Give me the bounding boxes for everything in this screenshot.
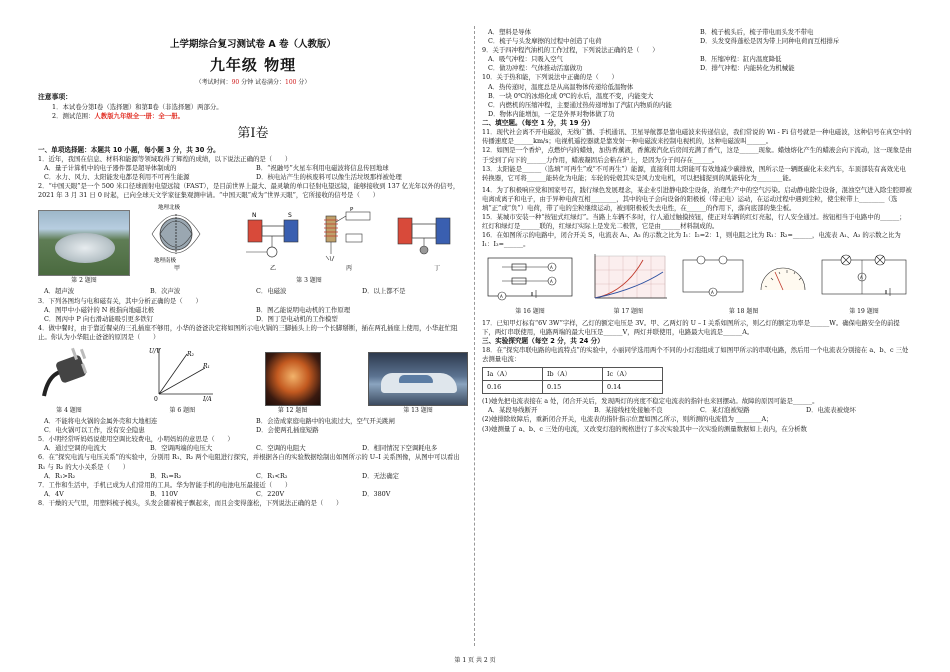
question-6-stem: 6．在“探究电流与电压关系”的实验中，分别用 R₁、R₂ 两个电阻进行探究，并根据各自的实验数据绘制出如图所示的 U–I 关系图像，从图中可以看出 R₁ 与 R₂ 的大小关系是（ ） <box>38 453 460 471</box>
svg-text:A: A <box>550 278 553 284</box>
q4-option-c[interactable]: C．电火锅可以工作，没有安全隐患 <box>44 426 145 435</box>
q2-option-c[interactable]: C．电磁波 <box>256 287 287 296</box>
section-three-heading: 三、实验探究题（每空 2 分，共 24 分） <box>482 336 604 345</box>
q8-option-c[interactable]: C．梳子与头发摩擦的过程中创造了电荷 <box>488 37 602 46</box>
table-header-ic: Ic（A） <box>603 368 663 381</box>
question-17: 17．已知甲灯标有“6V 3W”字样，乙灯的额定电压是 3V。甲、乙两灯的 U – I 关系如图所示，则乙灯的额定功率是______W。确保电路安全的前提下，两灯串联使用，电路两端的最大电压是______V，两灯并联使用，电路最大电流是______A。 <box>482 318 900 336</box>
exam-time-label: （考试时间： <box>195 78 232 86</box>
question-4-options <box>38 417 468 435</box>
q18-part-1: (1)她先把电流表接在 a 处，闭合开关后，发现两灯的亮度不稳定电流表的指针也来回摆动。故障的原因可能是______。 <box>482 397 819 406</box>
axis-i-label: I/A <box>203 396 213 402</box>
fig3-jia-label: 甲 <box>174 265 181 273</box>
q6-option-a[interactable]: A．R₁>R₂ <box>44 471 76 480</box>
figure-2 <box>38 210 130 286</box>
circuit-16 <box>482 252 578 304</box>
column-divider <box>474 26 475 646</box>
q10-option-b[interactable]: B．一块 0℃的冰熔化成 0℃的水后，温度不变，内能变大 <box>488 91 654 100</box>
table-cell-ia: 0.16 <box>483 381 543 394</box>
note-item-1: 1．本试卷分第Ⅰ卷（选择题）和第Ⅱ卷（非选择题）两部分。 <box>52 102 223 111</box>
q3-option-b[interactable]: B．图乙能说明电动机的工作原理 <box>256 305 351 314</box>
section-two-heading: 二、填空题。（每空 1 分，共 19 分） <box>482 118 594 127</box>
geo-north-label: 地理北极 <box>158 205 181 212</box>
question-1-stem: 1．近年，我国在信息、材料和能源等领域取得了辉煌的成绩，以下说法正确的是（ ） <box>38 154 292 163</box>
question-1-options <box>38 164 468 182</box>
question-2-stem: 2．“中国天眼”是一个 500 米口径球面射电望远镜（FAST），是目前世界上最大、最灵敏的单口径射电望远镜，能够接收到 137 亿光年以外的信号，2021 年 3 月 31 日 0 时起，已向全球天文学家征集观测申请。“中国天眼”成为“世界天眼”，它所接收的信号是（ ） <box>38 182 460 200</box>
table-cell-ic: 0.14 <box>603 381 663 394</box>
figure-row-2 <box>38 344 468 415</box>
figure-17 <box>585 252 671 317</box>
figure-13 <box>368 352 468 416</box>
circuit-18 <box>679 252 809 304</box>
table-cell-ib: 0.15 <box>543 381 603 394</box>
q3-option-c[interactable]: C．图丙中 P 向右滑动能吸引更多铁钉 <box>44 314 154 323</box>
question-10-stem: 10．关于热和能，下列说法中正确的是（ ） <box>482 73 618 82</box>
geo-south-label: 地理南极 <box>154 258 177 265</box>
note-item-2-prefix: 2．测试范围： <box>52 112 95 121</box>
question-2-options <box>38 287 468 296</box>
figure-16 <box>482 252 578 317</box>
question-15: 15．某城市安装一种“按钮式红绿灯”。当路上车辆不多时，行人通过触摸按钮，使正对车辆的红灯亮起，行人安全通过。按钮相当于电路中的______；红灯和绿灯是______联的，红绿灯实际上是发光二极管，它是由______材料制成的。 <box>482 213 906 231</box>
question-5-stem: 5．小明经常听妈妈说使用空调比较费电，小明妈妈的意思是（ ） <box>38 435 234 444</box>
q10-option-d[interactable]: D．物体内能增加，一定是外界对物体做了功 <box>488 109 615 118</box>
question-13: 13．太阳能是______（选填“可再生”或“不可再生”）能源，直接利用太阳能可有效地减少碳排放，图所示是一辆既碳化未来汽车，车顶部装有高效光电转换器，它可将______能转化为电能；车轮的轮毂其实是风力发电机，可以把捕捉到的风能转化为________能。 <box>482 164 906 182</box>
q7-option-a[interactable]: A．4V <box>44 489 64 498</box>
exam-score-unit: 分） <box>296 78 311 86</box>
u-i-graph <box>147 344 217 402</box>
question-7-stem: 7．工作和生活中，手机已成为人们常用的工具。华为智能手机的电池电压最接近（ ） <box>38 480 292 489</box>
q8-option-b[interactable]: B．梳子梳头后，梳子带电而头发不带电 <box>700 28 814 36</box>
q1-option-c[interactable]: C．水力、风力、太阳能发电都是利用不可再生能源 <box>44 173 190 182</box>
q1-option-d[interactable]: D．核电站产生的核废料可以像生活垃圾那样被处理 <box>256 173 402 182</box>
q5-option-c[interactable]: C．空调的电阻大 <box>256 444 306 453</box>
figure-3-diagrams <box>150 202 468 272</box>
question-6-options <box>38 472 468 481</box>
svg-text:N: N <box>252 212 257 220</box>
question-14: 14．为了积极响应党和国家号召，践行绿色发展理念，某企业引进静电除尘设备，治理生产中的空气污染。启动静电除尘设备，混浊空气进入除尘腔即被电离成离子和电子，由于异种电荷互相________，其中的电子会向设备的阳极板（带正电）运动，在运动过程中遇到尘粒，使尘粒带上________（选填“正”或“负”）电荷，带了电的尘粒继续运动，被到阳极板失去电性，在______的作用下，落向底部的集尘板。 <box>482 185 912 213</box>
plug-image <box>38 346 100 402</box>
fig3-yi-label: 乙 <box>270 265 277 273</box>
figure-16-caption: 第 16 题图 <box>515 308 545 316</box>
solar-car-photo <box>368 352 468 406</box>
q18-part-2: (2)她排除故障后，重新闭合开关，电流表的指针指示位置如图乙所示，则所测的电流值为 ________A； <box>482 415 773 424</box>
figure-2-caption: 第 2 题图 <box>71 276 97 284</box>
q18-part-3: (3)她测量了 a、b、c 三处的电流，又改变灯泡的规格进行了多次实验其中一次实验的测量数据如上表内，在分析数 <box>482 424 807 433</box>
q18-option-d[interactable]: D．电流表被烧坏 <box>806 406 856 415</box>
svg-text:A: A <box>500 293 503 299</box>
current-data-table <box>482 367 663 394</box>
q4-option-d[interactable]: D．会使两孔插座短路 <box>256 426 319 435</box>
figure-6 <box>147 344 217 415</box>
table-header-row <box>483 368 663 381</box>
fig3-ding-label: 丁 <box>434 265 441 273</box>
svg-text:A: A <box>859 274 863 280</box>
q8-option-a[interactable]: A．塑料是导体 <box>488 28 531 36</box>
table-header-ia: Ia（A） <box>483 368 543 381</box>
q18-option-b[interactable]: B．某接线柱处接触不良 <box>594 406 663 415</box>
q9-option-c[interactable]: C．做功冲程：气体推动活塞做功 <box>488 64 583 73</box>
q10-option-c[interactable]: C．内燃机的压缩冲程，主要通过热传递增加了汽缸内物质的内能 <box>488 100 672 109</box>
figure-4-caption: 第 4 题图 <box>56 406 82 414</box>
q2-option-b[interactable]: B．次声波 <box>150 287 181 296</box>
q5-option-a[interactable]: A．通过空调的电流大 <box>44 444 107 453</box>
q3-option-a[interactable]: A．图甲中小磁针的 N 极指向地磁北极 <box>44 305 155 314</box>
page-number: 第 1 页 共 2 页 <box>454 657 496 665</box>
question-8-stem: 8．干燥的天气里，用塑料梳子梳头，头发会随着梳子飘起来，而且会变得蓬松，下列说法正确的是（ ） <box>38 498 343 507</box>
exam-time-unit: 分钟 试卷满分： <box>239 78 286 86</box>
figure-6-caption: 第 6 题图 <box>169 406 196 414</box>
note-item-2-scope: 人教版九年级全一册：全一册。 <box>94 112 184 121</box>
telescope-photo <box>38 210 130 276</box>
svg-text:S: S <box>288 212 292 220</box>
figure-4 <box>38 346 100 415</box>
q1-option-a[interactable]: A．量子计算机中的电子器件都是超导体制成的 <box>44 164 177 173</box>
question-3-options <box>38 306 468 324</box>
q9-option-a[interactable]: A．吸气冲程：只吸入空气 <box>488 55 563 64</box>
q4-option-a[interactable]: A．不能将电火锅的金属外壳和大地相连 <box>44 417 158 426</box>
left-column <box>38 30 468 508</box>
q7-option-d[interactable]: D．380V <box>362 489 391 498</box>
question-8-options <box>482 28 912 46</box>
exam-subtitle: 九年级 物理 <box>209 56 297 75</box>
u-i-graph-17 <box>585 252 671 304</box>
q5-option-d[interactable]: D．相同情况下空调耗电多 <box>362 444 438 453</box>
figure-row-3 <box>482 252 912 317</box>
figure-12-caption: 第 12 题图 <box>277 406 308 414</box>
axis-u-label: U/V <box>149 348 161 355</box>
exam-title: 上学期综合复习测试卷 A 卷（人教版） <box>170 39 336 50</box>
figure-17-caption: 第 17 题图 <box>613 308 644 316</box>
question-7-options <box>38 490 468 499</box>
figure-18 <box>679 252 809 317</box>
q18-option-a[interactable]: A．某段导线断开 <box>488 406 538 415</box>
q6-option-d[interactable]: D．无法确定 <box>362 471 400 480</box>
table-header-ib: Ib（A） <box>543 368 603 381</box>
figure-3 <box>150 202 468 285</box>
r2-label: R₂ <box>187 351 195 358</box>
question-9-stem: 9．关于四冲程汽油机的工作过程，下列说法正确的是（ ） <box>482 46 659 55</box>
circuit-19 <box>816 252 912 304</box>
q9-option-d[interactable]: D．排气冲程：内能转化为机械能 <box>700 64 795 73</box>
q3-option-d[interactable]: D．图丁是电动机的工作模型 <box>256 314 338 323</box>
figure-3-caption: 第 3 题图 <box>296 276 322 284</box>
incense-burner-photo <box>265 352 321 406</box>
svg-text:A: A <box>550 264 553 270</box>
q6-option-b[interactable]: B．R₁=R₂ <box>150 471 182 480</box>
figure-18-caption: 第 18 题图 <box>728 308 759 316</box>
q10-option-a[interactable]: A．热传递时，温度总是从高温物体传递给低温物体 <box>488 82 634 91</box>
part-one-heading: 第Ⅰ卷 <box>237 126 269 142</box>
q7-option-c[interactable]: C．220V <box>256 489 285 498</box>
q1-option-b[interactable]: B．“祝融号”火星车利用电磁波将信息传回地球 <box>256 164 389 173</box>
r1-label: R₁ <box>203 363 211 370</box>
question-9-options <box>482 55 912 73</box>
q2-option-d[interactable]: D．以上都不是 <box>362 287 406 296</box>
q7-option-b[interactable]: B．110V <box>150 489 178 498</box>
exam-info <box>38 79 468 88</box>
question-4-stem: 4．做中餐时，由于靠近餐桌的三孔插座不够用，小华的爸爸决定将如图所示电火锅的三脚插头上的一个长脚掰断，插在两孔插座上使用，小华赶忙阻止。你认为小华阻止爸爸的原因是（ ） <box>38 323 458 341</box>
figure-19-caption: 第 19 题图 <box>849 308 879 316</box>
figure-row-1 <box>38 202 468 285</box>
section-one-heading: 一、单项选择题：本题共 10 小题，每小题 3 分，共 30 分。 <box>38 145 220 154</box>
q9-option-b[interactable]: B．压缩冲程：缸内温度降低 <box>700 55 782 64</box>
figure-12 <box>265 352 321 416</box>
q6-option-c[interactable]: C．R₁<R₂ <box>256 471 288 480</box>
table-row <box>483 381 663 394</box>
fig3-bing-label: 丙 <box>346 265 353 273</box>
question-16: 16．在如图所示的电路中，闭合开关 S，电流表 A₁、A₂ 的示数之比为 I₁：I₂=2：1，则电阻之比为 R₁：R₂=______，电流表 A₁、A₃ 的示数之比为 I₁：I₃=______。 <box>482 231 901 249</box>
right-column <box>482 28 912 434</box>
q18-option-c[interactable]: C．某灯泡被短路 <box>700 406 750 415</box>
figure-19 <box>816 252 912 317</box>
q2-option-a[interactable]: A．超声波 <box>44 287 75 296</box>
q5-option-b[interactable]: B．空调两端的电压大 <box>150 444 213 453</box>
q8-option-d[interactable]: D．头发变得蓬松是因为带上同种电荷而互相排斥 <box>700 37 840 46</box>
q4-option-b[interactable]: B．会造成家庭电路中的电流过大，空气开关跳闸 <box>256 417 395 426</box>
question-3-stem: 3．下列各图均与电和磁有关，其中分析正确的是（ ） <box>38 296 202 305</box>
question-11: 11．现代社会离不开电磁波，无线广播、手机通讯、卫星导航都是靠电磁波来传递信息，我们常说的 Wi - Fi 信号就是一种电磁波，这种信号在真空中的传播速度是______km/s；电视机遥控器就是靠发射一种电磁波来控制电视机的，这种电磁波叫______。 <box>482 128 912 146</box>
origin-label: 0 <box>154 396 159 402</box>
figure-13-caption: 第 13 题图 <box>403 406 433 414</box>
question-18-stem: 18．在“探究串联电路的电流特点”的实验中，小丽同学选用两个不同的小灯泡组成了如图甲所示的串联电路，然后用一个电流表分别接在 a、b、c 三处去测量电流： <box>482 346 909 364</box>
question-12: 12．如图是一个香炉，点燃炉内的蜡烛，加热香薰液，香薰液汽化后房间充满了香气，这是______现象。蜡烛熔化产生的蜡液会向下流动，这一现象是由于受到了向下的______力作用，蜡液凝固后会粘在炉上，是因为分子间存在______。 <box>482 146 912 164</box>
exam-score-value: 100 <box>285 78 297 86</box>
notes-heading: 注意事项： <box>38 93 72 102</box>
svg-text:A: A <box>710 289 714 295</box>
note-item-2 <box>38 112 468 121</box>
exam-time-value: 90 <box>231 78 240 86</box>
svg-text:P: P <box>350 207 354 214</box>
